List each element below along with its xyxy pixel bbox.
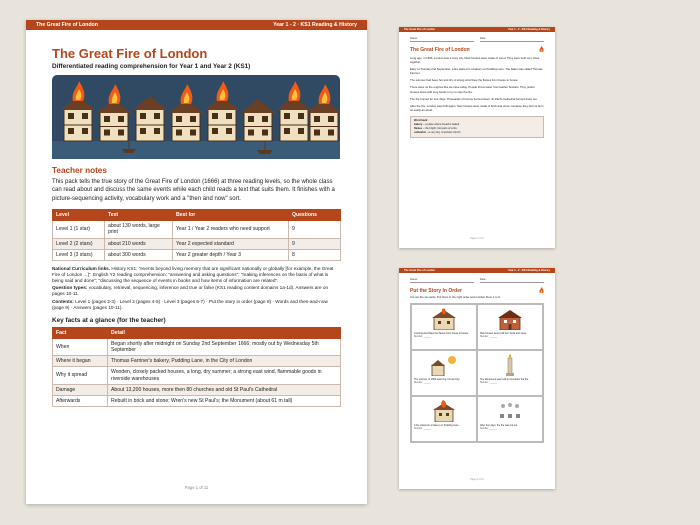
card-number-line: Number: ______ [480, 382, 498, 385]
sun-icon [429, 354, 459, 376]
table-cell: Where it began [53, 356, 108, 367]
card-number-line: Number: ______ [480, 336, 498, 339]
card-number-line: Number: ______ [414, 428, 432, 431]
key-facts-heading: Key facts at a glance (for the teacher) [52, 316, 166, 324]
word-bank-item: flames – the bright, hot parts of a fire [414, 126, 457, 130]
table-cell: about 300 words [105, 249, 173, 260]
word-bank-item: bakery – a place where bread is baked [414, 122, 460, 126]
thumb-band-right: Year 1 - 2 · KS1 Reading & History [508, 269, 550, 272]
burning-house-icon [429, 308, 459, 330]
table-cell: 9 [289, 221, 341, 238]
instruction-text: Cut out the six cards. Put them in the right order and number them 1 to 6. [410, 295, 501, 299]
page-title: The Great Fire of London [52, 46, 208, 61]
name-date-row [410, 37, 544, 42]
table-cell: about 210 words [105, 238, 173, 249]
thumb-title: Put the Story In Order [410, 287, 462, 294]
flame-icon [539, 287, 544, 294]
story-paragraph: After the fire, London was built again. New houses were made of brick and stone, because they did not burn as easily as wood. [410, 103, 544, 112]
contents-label: Contents: [52, 298, 74, 304]
story-card[interactable] [477, 350, 543, 396]
name-label: Name: [410, 278, 474, 283]
table-row [53, 338, 341, 355]
table-row [53, 221, 341, 238]
story-card[interactable] [477, 304, 543, 350]
reading-levels-table [52, 209, 341, 261]
curriculum-links-label: National Curriculum links. [52, 266, 111, 272]
table-cell: Year 2 expected standard [173, 238, 289, 249]
story-card[interactable] [477, 396, 543, 442]
levels-header-best: Best for [173, 210, 289, 221]
story-card[interactable] [411, 396, 477, 442]
thumb-band-left: The Great Fire of London [404, 28, 435, 31]
contents-line [52, 299, 341, 311]
table-cell: Wooden, closely packed houses, a long, dry summer; a strong east wind, flammable goods in riverside warehouses [108, 367, 341, 384]
story-cards-grid [410, 303, 544, 443]
thumb-band-left: The Great Fire of London [404, 269, 435, 272]
word-bank [410, 116, 544, 138]
table-cell: Afterwards [53, 395, 108, 406]
card-caption: The summer of 1666 was long, hot and dry. [414, 378, 460, 382]
facts-header-detail: Detail [108, 327, 341, 338]
contents-text: Level 1 (pages 2-3) · Level 2 (pages 4-5) · Level 3 (pages 6-7) · Put the story in order (page 8) · Words and then-and-now (page 9) · Answers (pages 10-11). [52, 298, 328, 310]
card-number-line: Number: ______ [414, 336, 432, 339]
table-row [53, 356, 341, 367]
story-card[interactable] [411, 304, 477, 350]
card-number-line: Number: ______ [480, 428, 498, 431]
table-cell: 8 [289, 249, 341, 260]
table-cell: 9 [289, 238, 341, 249]
flame-icon [539, 46, 544, 53]
header-band-right: Year 1 - 2 · KS1 Reading & History [273, 22, 357, 28]
thumb-band-right: Year 1 - 2 · KS1 Reading & History [508, 28, 550, 31]
question-types-label: Question types: [52, 285, 88, 291]
intro-paragraph: This pack tells the true story of the Great Fire of London (1666) at three reading levels, so the whole class can read about and discuss the same events while each child reads a text that suits them. It finishes with a picture-sequencing activity, vocabulary work and a "then and now" sort. [52, 179, 335, 202]
burning-houses-illustration [52, 75, 340, 159]
card-caption: After four days, the fire was put out. [480, 424, 518, 428]
question-types [52, 285, 341, 297]
table-cell: Why it spread [53, 367, 108, 384]
thumb-title-row [410, 46, 544, 53]
monument-icon [495, 354, 525, 376]
levels-header-level: Level [53, 210, 105, 221]
page-subtitle: Differentiated reading comprehension for Year 1 and Year 2 (KS1) [52, 63, 251, 70]
name-label: Name: [410, 37, 474, 42]
page-footer: Page 1 of 11 [184, 485, 209, 490]
name-date-row [410, 278, 544, 283]
table-cell: Began shortly after midnight on Sunday 2nd September 1666; mostly out by Wednesday 5th September [108, 338, 341, 355]
header-band [26, 20, 367, 30]
table-cell: When [53, 338, 108, 355]
table-cell: About 13,200 houses, more then 80 churches and old St Paul's Cathedral [108, 384, 341, 395]
table-cell: Rebuilt in brick and stone; Wren's new St Paul's; the Monument (about 61 m tall) [108, 395, 341, 406]
table-cell: Damage [53, 384, 108, 395]
card-number-line: Number: ______ [414, 382, 432, 385]
main-worksheet-page [26, 20, 367, 504]
table-cell: Thomas Farriner's bakery, Pudding Lane, in the City of London [108, 356, 341, 367]
question-types-text: vocabulary, retrieval, sequencing, inference and true or false (KS1 reading content domains 1a-1d). Answers are on pages 10-11. [52, 285, 329, 297]
levels-header-text: Text [105, 210, 173, 221]
story-paragraph: The summer had been hot and dry. A strong wind blew the flames from house to house. [410, 78, 519, 83]
date-label: Date: [480, 278, 544, 283]
card-caption: The Monument was built to remember the fire. [480, 378, 529, 382]
levels-header-questions: Questions [289, 210, 341, 221]
word-bank-item: cathedral – a very big, important church [414, 130, 461, 134]
facts-header-fact: Fact [53, 327, 108, 338]
curriculum-links-text: History KS1: "events beyond living memory that are significant nationally or globally [for example, the Great Fire of London ...]". English Y2 reading comprehension: "answering and asking questions"; "making inferences on the basis of what is being said and done"; "discussing the sequence of events in books and how items of information are related". [52, 266, 334, 284]
table-row [53, 238, 341, 249]
card-caption: A fire started in a bakery on Pudding Lane. [414, 424, 460, 428]
thumbnail-reading-page[interactable] [399, 27, 555, 248]
thumb-title: The Great Fire of London [410, 46, 470, 53]
bakery-fire-icon [429, 400, 459, 422]
brick-house-icon [495, 308, 525, 330]
story-card[interactable] [411, 350, 477, 396]
table-cell: Level 3 (3 stars) [53, 249, 105, 260]
thumbnail-sequencing-page[interactable] [399, 268, 555, 489]
story-paragraph: There were no fire engines like we have today. People threw water from leather buckets. They pulled houses down with long hooks to try to stop the fire. [410, 85, 535, 94]
thumb-footer: Page 2 of 11 [470, 237, 484, 240]
word-bank-title: Word bank [414, 118, 428, 122]
table-row [53, 384, 341, 395]
table-row [53, 249, 341, 260]
story-paragraph: Early on Sunday 2nd September, a fire started in a bakery on Pudding Lane. The baker was called Thomas Farriner. [410, 67, 543, 76]
table-row [53, 367, 341, 384]
table-cell: Level 2 (2 stars) [53, 238, 105, 249]
table-cell: Year 2 greater depth / Year 3 [173, 249, 289, 260]
table-cell: Year 1 / Year 2 readers who need support [173, 221, 289, 238]
table-row [53, 395, 341, 406]
thumb-footer: Page 8 of 11 [470, 478, 484, 481]
header-band-left: The Great Fire of London [36, 22, 98, 28]
thumb-title-row [410, 287, 544, 294]
table-cell: about 130 words, large print [105, 221, 173, 238]
card-caption: New houses were built from brick and stone. [480, 332, 528, 336]
card-caption: A strong wind blew the flames from house to house. [414, 332, 469, 336]
key-facts-table [52, 327, 341, 407]
story-paragraph: The fire burned for four days. Thousands of homes burned down. St Paul's Cathedral burned down too. [410, 96, 538, 101]
smoke-ruins-icon [495, 400, 525, 422]
table-cell: Level 1 (1 star) [53, 221, 105, 238]
date-label: Date: [480, 37, 544, 42]
curriculum-links [52, 266, 341, 284]
story-paragraph: Long ago, in 1666, London was a busy city. Most houses were made of wood. They were built very close together. [410, 56, 540, 65]
teacher-notes-heading: Teacher notes [52, 166, 107, 175]
